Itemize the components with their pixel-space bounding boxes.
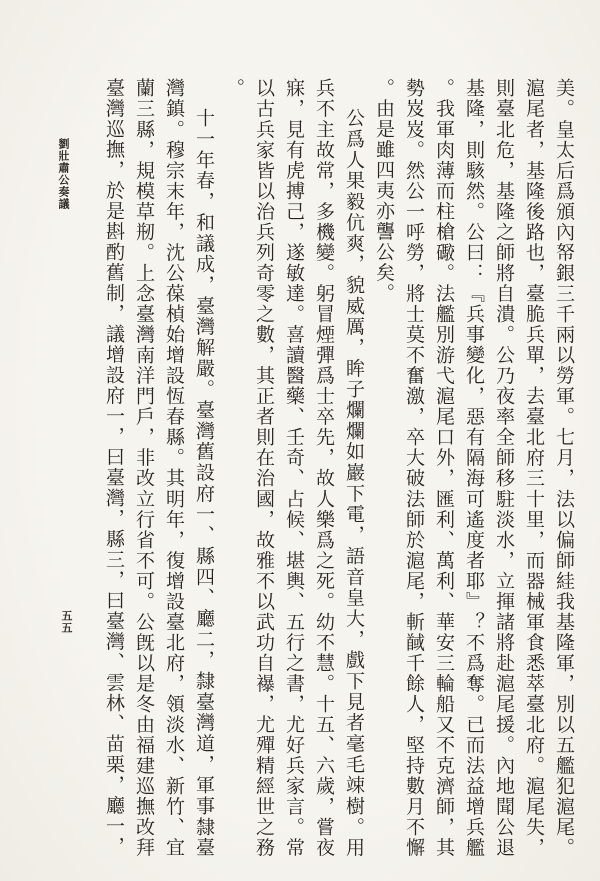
margin-book-title: 劉壯肅公奏議 <box>57 138 69 210</box>
page-number: 五五 <box>60 610 72 634</box>
paragraph-character-description: 公爲人果毅伉爽，貌威厲，眸子爛爛如巖下電，語音皇大，戲下見者毫毛竦樹。用兵不主故常，多機變。躬冒煙彈爲士卒先，故人樂爲之死。幼不慧。十五、六歲，嘗夜寐，見有虎搏己，遂敏達。喜讀醫藥、壬奇、占候、堪輿、五行之書，尤好兵家言。常以古兵家皆以治兵列奇零之數，其正者則在治國，故雅不以武功自襮，尤殫精經世之務。 <box>223 78 364 858</box>
paragraph-tamsui-battle: 美。皇太后爲頒內帑銀三千兩以勞軍。七月，法以偏師絓我基隆軍，別以五艦犯滬尾。滬尾者，基隆後路也，臺脆兵單，去臺北府三十里，而器械軍食悉萃臺北府。滬尾失，則臺北危，基隆之師將自潰。公乃夜率全師移駐淡水，立揮諸將赴滬尾援。內地聞公退基隆，則駭然。公曰：『兵事變化，惡有隔海可遙度者耶』？不爲奪。已而法益增兵艦。我軍肉薄而柱槍礮。法艦別游弋滬尾口外，匯利、萬利、華安三輪船又不克濟師，其勢岌岌。然公一呼勞，將士莫不奮激，卒大破法師於滬尾，斬馘千餘人，堅持數月不懈。由是雖四夷亦讋公矣。 <box>373 78 574 858</box>
body-text-block <box>73 78 578 858</box>
paragraph-province-reorganization: 十一年春，和議成，臺灣解嚴。臺灣舊設府一、縣四、廳二，隸臺灣道，軍事隸臺灣鎮。穆宗末年，沈公葆楨始增設恆春縣。其明年，復增設臺北府，領淡水、新竹、宜蘭三縣，規模草剏。上念臺灣南洋門戶，非改立行省不可。公旣以是冬由福建巡撫改拜臺灣巡撫，於是斟酌舊制，議增設府一，曰臺灣，縣三，曰臺灣、雲林、苗栗，廳一， <box>103 78 214 858</box>
